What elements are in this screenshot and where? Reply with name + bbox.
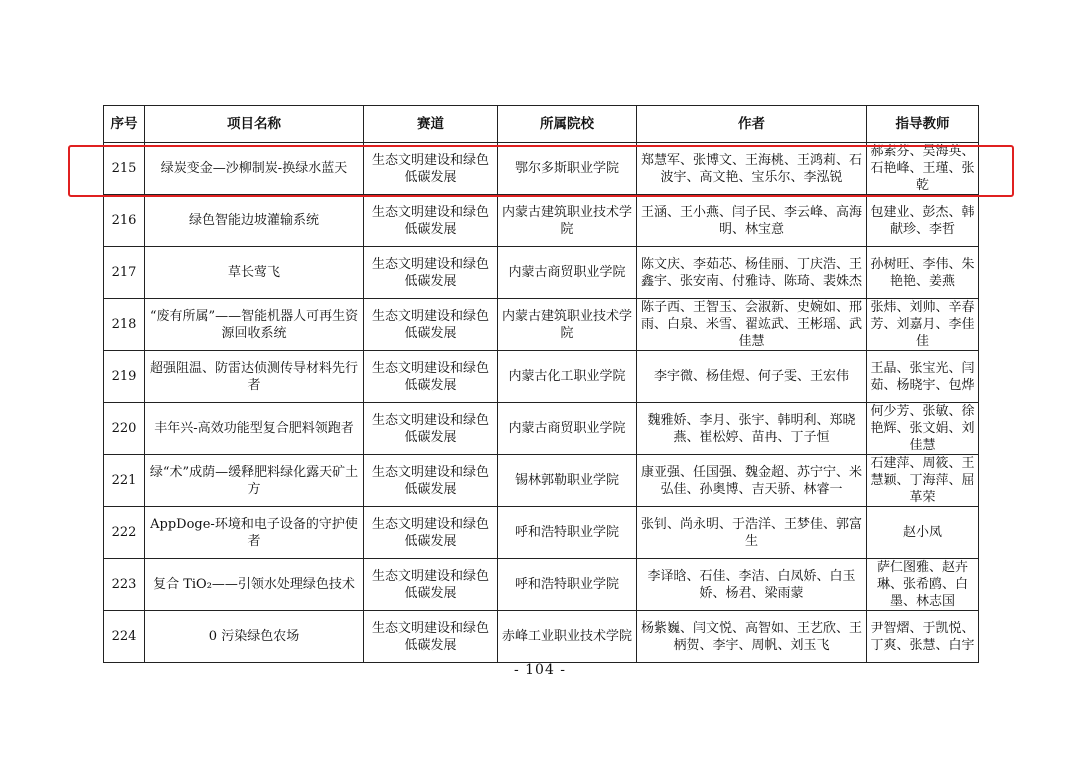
advisors-cell: 赵小凤 <box>867 507 979 559</box>
serial-no-cell: 216 <box>104 195 145 247</box>
table-row <box>104 455 979 507</box>
table-row <box>104 507 979 559</box>
authors-cell: 陈子西、王智玉、会淑新、史婉如、邢雨、白泉、米雪、翟竑武、王彬瑶、武佳慧 <box>637 299 867 351</box>
table-row <box>104 351 979 403</box>
serial-no-cell: 219 <box>104 351 145 403</box>
table-row <box>104 247 979 299</box>
header-project-name: 项目名称 <box>145 106 364 143</box>
project-name-cell: AppDoge-环境和电子设备的守护使者 <box>145 507 364 559</box>
serial-no-cell: 224 <box>104 611 145 663</box>
project-name-cell: 草长莺飞 <box>145 247 364 299</box>
track-cell: 生态文明建设和绿色低碳发展 <box>364 143 498 195</box>
project-table <box>103 105 979 663</box>
table-row <box>104 195 979 247</box>
school-cell: 内蒙古建筑职业技术学院 <box>498 299 637 351</box>
advisors-cell: 张炜、刘帅、辛春芳、刘嘉月、李佳佳 <box>867 299 979 351</box>
advisors-cell: 王晶、张宝光、闫茹、杨晓宇、包烨 <box>867 351 979 403</box>
project-name-cell: “废有所属”——智能机器人可再生资源回收系统 <box>145 299 364 351</box>
project-name-cell: 绿“术”成荫—缓释肥料绿化露天矿土方 <box>145 455 364 507</box>
advisors-cell: 石建萍、周筱、王慧颖、丁海萍、屈革荣 <box>867 455 979 507</box>
authors-cell: 李译晗、石佳、李洁、白凤娇、白玉娇、杨君、梁雨蒙 <box>637 559 867 611</box>
authors-cell: 郑慧军、张博文、王海桃、王鸿莉、石波宇、高文艳、宝乐尔、李泓锐 <box>637 143 867 195</box>
track-cell: 生态文明建设和绿色低碳发展 <box>364 611 498 663</box>
authors-cell: 陈文庆、李茹芯、杨佳丽、丁庆浩、王鑫宇、张安南、付雅诗、陈琦、裴姝杰 <box>637 247 867 299</box>
track-cell: 生态文明建设和绿色低碳发展 <box>364 195 498 247</box>
track-cell: 生态文明建设和绿色低碳发展 <box>364 507 498 559</box>
authors-cell: 魏雅娇、李月、张宇、韩明利、郑晓燕、崔松婷、苗冉、丁子恒 <box>637 403 867 455</box>
school-cell: 内蒙古商贸职业学院 <box>498 403 637 455</box>
school-cell: 呼和浩特职业学院 <box>498 507 637 559</box>
advisors-cell: 何少芳、张敏、徐艳辉、张文娟、刘佳慧 <box>867 403 979 455</box>
serial-no-cell: 217 <box>104 247 145 299</box>
project-name-cell: 绿炭变金—沙柳制炭-换绿水蓝天 <box>145 143 364 195</box>
track-cell: 生态文明建设和绿色低碳发展 <box>364 559 498 611</box>
project-name-cell: 丰年兴-高效功能型复合肥料领跑者 <box>145 403 364 455</box>
serial-no-cell: 222 <box>104 507 145 559</box>
track-cell: 生态文明建设和绿色低碳发展 <box>364 403 498 455</box>
header-school: 所属院校 <box>498 106 637 143</box>
track-cell: 生态文明建设和绿色低碳发展 <box>364 455 498 507</box>
authors-cell: 李宇微、杨佳煜、何子雯、王宏伟 <box>637 351 867 403</box>
page-number: - 104 - <box>513 662 567 678</box>
table-row <box>104 559 979 611</box>
school-cell: 内蒙古化工职业学院 <box>498 351 637 403</box>
serial-no-cell: 218 <box>104 299 145 351</box>
authors-cell: 康亚强、任国强、魏金超、苏宁宁、米弘佳、孙奥博、吉天骄、林睿一 <box>637 455 867 507</box>
project-name-cell: 0 污染绿色农场 <box>145 611 364 663</box>
table-row <box>104 143 979 195</box>
track-cell: 生态文明建设和绿色低碳发展 <box>364 247 498 299</box>
school-cell: 锡林郭勒职业学院 <box>498 455 637 507</box>
project-name-cell: 超强阻温、防雷达侦测传导材料先行者 <box>145 351 364 403</box>
advisors-cell: 萨仁图雅、赵卉琳、张希鸥、白墨、林志国 <box>867 559 979 611</box>
table-row <box>104 611 979 663</box>
authors-cell: 杨紫巍、闫文悦、高智如、王艺欣、王柄贺、李宇、周帆、刘玉飞 <box>637 611 867 663</box>
header-authors: 作者 <box>637 106 867 143</box>
advisors-cell: 尹智熠、于凯悦、丁爽、张慧、白宇 <box>867 611 979 663</box>
project-name-cell: 复合 TiO₂——引领水处理绿色技术 <box>145 559 364 611</box>
track-cell: 生态文明建设和绿色低碳发展 <box>364 299 498 351</box>
school-cell: 内蒙古商贸职业学院 <box>498 247 637 299</box>
serial-no-cell: 220 <box>104 403 145 455</box>
school-cell: 赤峰工业职业技术学院 <box>498 611 637 663</box>
advisors-cell: 包建业、彭杰、韩献珍、李哲 <box>867 195 979 247</box>
header-track: 赛道 <box>364 106 498 143</box>
authors-cell: 张钊、尚永明、于浩洋、王梦佳、郭富生 <box>637 507 867 559</box>
school-cell: 呼和浩特职业学院 <box>498 559 637 611</box>
authors-cell: 王涵、王小燕、闫子民、李云峰、高海明、林宝意 <box>637 195 867 247</box>
project-name-cell: 绿色智能边坡灌输系统 <box>145 195 364 247</box>
table-row <box>104 299 979 351</box>
advisors-cell: 郝素芬、吴海英、石艳峰、王瑾、张乾 <box>867 143 979 195</box>
school-cell: 鄂尔多斯职业学院 <box>498 143 637 195</box>
advisors-cell: 孙树旺、李伟、朱艳艳、姜燕 <box>867 247 979 299</box>
serial-no-cell: 215 <box>104 143 145 195</box>
serial-no-cell: 223 <box>104 559 145 611</box>
track-cell: 生态文明建设和绿色低碳发展 <box>364 351 498 403</box>
school-cell: 内蒙古建筑职业技术学院 <box>498 195 637 247</box>
table-header-row <box>104 106 979 143</box>
serial-no-cell: 221 <box>104 455 145 507</box>
header-serial-no: 序号 <box>104 106 145 143</box>
header-advisors: 指导教师 <box>867 106 979 143</box>
table-row <box>104 403 979 455</box>
